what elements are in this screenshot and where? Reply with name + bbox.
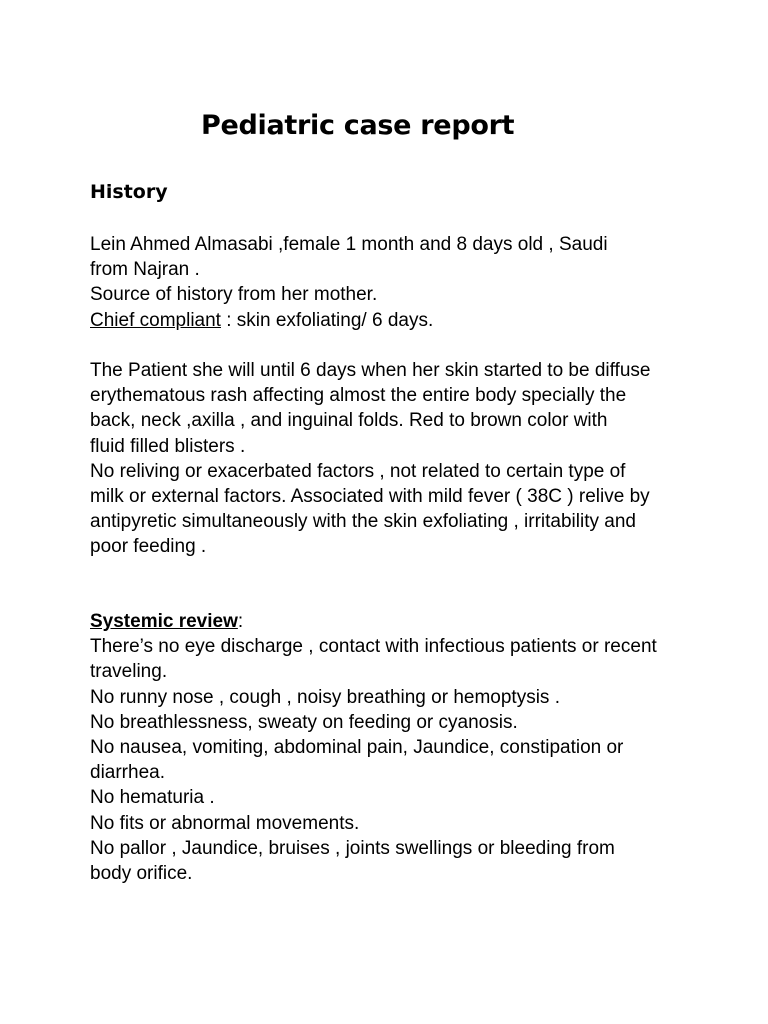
hpi-line: The Patient she will until 6 days when her skin started to be diffuse	[90, 360, 651, 381]
hpi-line: milk or external factors. Associated with mild fever ( 38C ) relive by	[90, 486, 650, 508]
chief-complaint-label: Chief compliant	[90, 309, 221, 331]
patient-intro	[90, 232, 710, 333]
page-title: Pediatric case report	[201, 110, 515, 141]
history-heading: History	[90, 181, 168, 203]
intro-line: Lein Ahmed Almasabi ,female 1 month and 8 days old , Saudi	[90, 234, 608, 255]
systemic-review-heading: Systemic review	[90, 611, 238, 632]
review-line: No runny nose , cough , noisy breathing or hemoptysis .	[90, 686, 560, 708]
systemic-review-colon: :	[237, 611, 244, 632]
systemic-review-section	[90, 609, 710, 886]
review-line: No breathlessness, sweaty on feeding or cyanosis.	[90, 711, 518, 733]
review-line: No nausea, vomiting, abdominal pain, Jaundice, constipation or	[90, 737, 624, 759]
intro-line: Source of history from her mother.	[90, 284, 378, 306]
history-of-present-illness	[90, 358, 710, 560]
review-line: traveling.	[90, 661, 168, 683]
chief-complaint-text: : skin exfoliating/ 6 days.	[220, 309, 434, 331]
review-line: diarrhea.	[90, 762, 165, 784]
hpi-line: antipyretic simultaneously with the skin exfoliating , irritability and	[90, 511, 636, 533]
review-line: No hematuria .	[90, 787, 215, 809]
systemic-review-heading-line	[90, 609, 710, 634]
hpi-line: No reliving or exacerbated factors , not related to certain type of	[90, 460, 626, 482]
intro-line: from Najran .	[90, 259, 200, 281]
hpi-line: back, neck ,axilla , and inguinal folds. Red to brown color with	[90, 410, 608, 432]
chief-complaint-line	[90, 308, 710, 333]
review-line: No fits or abnormal movements.	[90, 812, 360, 834]
hpi-line: poor feeding .	[90, 536, 207, 558]
review-line: No pallor , Jaundice, bruises , joints swellings or bleeding from	[90, 837, 615, 859]
review-line: body orifice.	[90, 863, 193, 885]
review-line: There’s no eye discharge , contact with infectious patients or recent	[90, 636, 657, 658]
hpi-line: erythematous rash affecting almost the entire body specially the	[90, 385, 627, 407]
hpi-line: fluid filled blisters .	[90, 435, 246, 457]
